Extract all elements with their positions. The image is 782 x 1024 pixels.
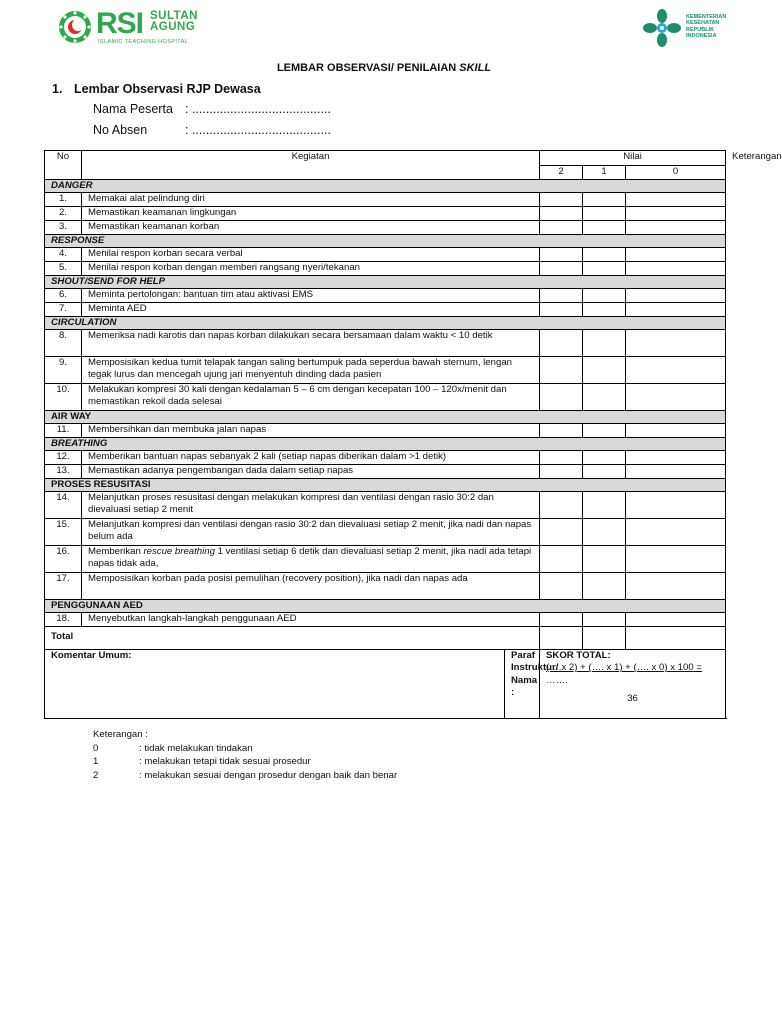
table-row (45, 288, 726, 302)
document-title (0, 62, 768, 74)
score-2-cell[interactable] (540, 288, 583, 302)
header-kegiatan: Kegiatan (82, 151, 540, 180)
score-2-cell[interactable] (540, 247, 583, 261)
skor-formula-text: (….x 2) + (…. x 1) + (…. x 0) x 100 (546, 662, 694, 673)
paraf-instruktur[interactable] (505, 649, 559, 718)
crescent-star-icon (58, 8, 92, 46)
score-1-cell[interactable] (583, 572, 626, 599)
section-header: PENGGUNAAN AED (45, 599, 726, 612)
row-number: 7. (45, 302, 82, 316)
score-0-cell[interactable] (626, 572, 726, 599)
score-1-cell[interactable] (583, 206, 626, 220)
score-2-cell[interactable] (540, 518, 583, 545)
row-number: 6. (45, 288, 82, 302)
row-activity (82, 545, 540, 572)
header-score-0: 0 (626, 166, 726, 180)
table-row (45, 220, 726, 234)
legend-desc: : tidak melakukan tindakan (139, 742, 253, 754)
score-1-cell[interactable] (583, 491, 626, 518)
logo-tagline: ISLAMIC TEACHING HOSPITAL (98, 39, 189, 45)
section-heading (52, 82, 261, 96)
score-0-cell[interactable] (626, 329, 726, 356)
skor-total (540, 649, 726, 718)
row-number: 18. (45, 612, 82, 626)
row-number: 9. (45, 356, 82, 383)
header-nilai: Nilai (540, 151, 726, 166)
logo-name-line1: SULTAN (150, 10, 198, 22)
section-header: AIR WAY (45, 410, 726, 423)
row-number: 15. (45, 518, 82, 545)
row-activity: Melanjutkan proses resusitasi dengan melakukan kompresi dan ventilasi dengan rasio 30:2 dan dievaluasi setiap 2 menit (82, 491, 540, 518)
table-row (45, 491, 726, 518)
score-0-cell[interactable] (626, 545, 726, 572)
row-activity: Memastikan keamanan lingkungan (82, 206, 540, 220)
row-activity: Menilai respon korban dengan memberi rangsang nyeri/tekanan (82, 261, 540, 275)
section-header: PROSES RESUSITASI (45, 478, 726, 491)
table-body (45, 179, 726, 626)
section-header: CIRCULATION (45, 316, 726, 329)
kemenkes-line: KEMENTERIAN (686, 14, 727, 20)
score-2-cell[interactable] (540, 261, 583, 275)
table-row (45, 356, 726, 383)
score-1-cell[interactable] (583, 329, 626, 356)
legend-item (93, 755, 397, 769)
header-score-1: 1 (583, 166, 626, 180)
total-cell[interactable] (626, 626, 726, 649)
row-activity: Membersihkan dan membuka jalan napas (82, 423, 540, 437)
table-row (45, 329, 726, 356)
skor-equals: = (693, 662, 702, 673)
header-score-2: 2 (540, 166, 583, 180)
score-0-cell[interactable] (626, 518, 726, 545)
row-number: 2. (45, 206, 82, 220)
kemenkes-emblem-icon (642, 8, 682, 48)
table-row (45, 450, 726, 464)
score-2-cell[interactable] (540, 491, 583, 518)
score-1-cell[interactable] (583, 383, 626, 410)
score-1-cell[interactable] (583, 302, 626, 316)
row-activity: Memeriksa nadi karotis dan napas korban dilakukan secara bersamaan dalam waktu < 10 detik (82, 329, 540, 356)
field-value[interactable]: : ........................................ (185, 102, 331, 116)
kemenkes-line: KESEHATAN (686, 20, 720, 27)
score-0-cell[interactable] (626, 288, 726, 302)
rsi-sultan-agung-logo (58, 8, 208, 48)
table-row (45, 612, 726, 626)
row-number: 4. (45, 247, 82, 261)
score-0-cell[interactable] (626, 302, 726, 316)
row-activity: Meminta AED (82, 302, 540, 316)
field-value[interactable]: : ........................................ (185, 123, 331, 137)
row-activity: Menilai respon korban secara verbal (82, 247, 540, 261)
title-main: LEMBAR OBSERVASI/ PENILAIAN (276, 62, 460, 74)
header-no: No (45, 151, 82, 180)
score-1-cell[interactable] (583, 450, 626, 464)
score-2-cell[interactable] (540, 206, 583, 220)
score-1-cell[interactable] (583, 612, 626, 626)
score-0-cell[interactable] (626, 423, 726, 437)
table-row (45, 247, 726, 261)
section-title: Lembar Observasi RJP Dewasa (74, 82, 261, 96)
section-header: RESPONSE (45, 234, 726, 247)
score-2-cell[interactable] (540, 423, 583, 437)
komentar-label: Komentar Umum: (51, 649, 132, 661)
table-row (45, 518, 726, 545)
score-1-cell[interactable] (583, 423, 626, 437)
section-header: BREATHING (45, 437, 726, 450)
row-number: 5. (45, 261, 82, 275)
score-1-cell[interactable] (583, 464, 626, 478)
row-number: 13. (45, 464, 82, 478)
score-2-cell[interactable] (540, 464, 583, 478)
score-0-cell[interactable] (626, 220, 726, 234)
section-header: DANGER (45, 179, 726, 192)
row-activity: Melanjutkan kompresi dan ventilasi dengan rasio 30:2 dan dievaluasi setiap 2 menit, jika nadi dan napas belum ada (82, 518, 540, 545)
score-0-cell[interactable] (626, 356, 726, 383)
score-1-cell[interactable] (583, 220, 626, 234)
score-0-cell[interactable] (626, 247, 726, 261)
observation-table: No Kegiatan Nilai Keterangan 2 1 0 DANGER 1. Memakai alat pelindung diri 2. Memastikan keamanan lingkungan 3. Memastikan keamanan korban RESPONSE 4. Menilai respon korban secara verbal 5. Menilai respon korban dengan memberi rangsang nyeri/tekanan SHOUT/SEND FOR HELP 6. Meminta pertolongan: bantuan tim atau aktivasi EMS 7. Meminta AED CIRCULATION 8. Memeriksa nadi karotis dan napas korban dilakukan secara bersamaan dalam waktu < 10 detik 9. Memposisikan kedua tumit telapak tangan saling bertumpuk pada seperdua bawah sternum, lengan tegak lurus dan mencegah ujung jari menyentuh dinding dada pasien 10. Melakukan kompresi 30 kali dengan kedalaman 5 – 6 cm dengan kecepatan 100 – 120x/menit dan memastikan rekoil dada selesai AIR WAY 11. Membersihkan dan membuka jalan napas BREATHING 12. Memberikan bantuan napas sebanyak 2 kali (setiap napas diberikan dalam >1 detik) 13. Memastikan adanya pengembangan dada dalam setiap napas PROSES RESUSITASI 14. Melanjutkan proses resusitasi dengan melakukan kompresi dan ventilasi dengan rasio 30:2 dan dievaluasi setiap 2 menit 15. Melanjutkan kompresi dan ventilasi dengan rasio 30:2 dan dievaluasi setiap 2 menit, jika nadi dan napas belum ada 16. Memberikan rescue breathing 1 ventilasi setiap 6 detik dan dievaluasi setiap 2 menit, jika nadi ada tetapi napas tidak ada, 17. Memposisikan korban pada posisi pemulihan (recovery position), jika nadi dan napas ada PENGGUNAAN AED 18. Menyebutkan langkah-langkah penggunaan AED Total Komentar Umum: Paraf Instruktur/ Nama : SKOR TOTAL: (….x 2) + (…. x 1) + (…. x 0) x 100 = ……. 36 (44, 150, 726, 719)
field-no-absen (93, 123, 331, 137)
field-label: No Absen (93, 123, 148, 137)
legend-item (93, 742, 397, 756)
score-1-cell[interactable] (583, 518, 626, 545)
score-0-cell[interactable] (626, 192, 726, 206)
row-number: 11. (45, 423, 82, 437)
row-activity: Menyebutkan langkah-langkah penggunaan AED (82, 612, 540, 626)
table-row (45, 464, 726, 478)
activity-text: Memberikan (88, 545, 144, 557)
row-activity: Memposisikan kedua tumit telapak tangan saling bertumpuk pada seperdua bawah sternum, lengan tegak lurus dan mencegah ujung jari menyentuh dinding dada pasien (82, 356, 540, 383)
title-italic: SKILL (459, 62, 492, 74)
row-activity: Melakukan kompresi 30 kali dengan kedalaman 5 – 6 cm dengan kecepatan 100 – 120x/menit dan memastikan rekoil dada selesai (82, 383, 540, 410)
score-2-cell[interactable] (540, 383, 583, 410)
row-activity: Memakai alat pelindung diri (82, 192, 540, 206)
legend-desc: : melakukan sesuai dengan prosedur dengan baik dan benar (139, 769, 398, 781)
legend (93, 728, 397, 782)
total-cell[interactable] (583, 626, 626, 649)
score-2-cell[interactable] (540, 192, 583, 206)
field-nama-peserta (93, 102, 331, 116)
row-activity: Memastikan keamanan korban (82, 220, 540, 234)
paraf-label: Paraf Instruktur/ Nama : (511, 649, 559, 698)
score-0-cell[interactable] (626, 612, 726, 626)
table-row (45, 206, 726, 220)
table-row (45, 302, 726, 316)
total-cell[interactable] (540, 626, 583, 649)
score-0-cell[interactable] (626, 450, 726, 464)
skor-dots: ……. (546, 674, 568, 686)
kemenkes-logo (642, 8, 742, 50)
row-number: 10. (45, 383, 82, 410)
row-number: 14. (45, 491, 82, 518)
activity-italic: rescue breathing (143, 545, 215, 557)
score-0-cell[interactable] (626, 383, 726, 410)
score-2-cell[interactable] (540, 612, 583, 626)
table-row (45, 383, 726, 410)
score-1-cell[interactable] (583, 545, 626, 572)
score-1-cell[interactable] (583, 356, 626, 383)
row-activity: Memposisikan korban pada posisi pemulihan (recovery position), jika nadi dan napas ada (82, 572, 540, 599)
kemenkes-text (686, 14, 726, 39)
table-row (45, 192, 726, 206)
logo-brand: RSI (96, 7, 144, 40)
score-0-cell[interactable] (626, 464, 726, 478)
section-number: 1. (52, 82, 63, 96)
score-2-cell[interactable] (540, 329, 583, 356)
row-number: 12. (45, 450, 82, 464)
row-number: 3. (45, 220, 82, 234)
score-1-cell[interactable] (583, 247, 626, 261)
legend-desc: : melakukan tetapi tidak sesuai prosedur (139, 756, 311, 767)
score-2-cell[interactable] (540, 356, 583, 383)
score-2-cell[interactable] (540, 572, 583, 599)
row-activity: Memastikan adanya pengembangan dada dalam setiap napas (82, 464, 540, 478)
kemenkes-line: REPUBLIK (686, 26, 715, 33)
legend-key: 0 (93, 742, 99, 754)
legend-key: 1 (93, 756, 99, 767)
skor-divisor: 36 (627, 693, 638, 704)
field-label: Nama Peserta (93, 102, 173, 116)
score-2-cell[interactable] (540, 302, 583, 316)
row-activity: Memberikan bantuan napas sebanyak 2 kali (setiap napas diberikan dalam >1 detik) (82, 450, 540, 464)
legend-item (93, 769, 397, 783)
score-2-cell[interactable] (540, 450, 583, 464)
score-0-cell[interactable] (626, 261, 726, 275)
kemenkes-line: INDONESIA (686, 32, 717, 39)
logo-name (150, 11, 198, 33)
total-label: Total (45, 626, 540, 649)
row-number: 8. (45, 329, 82, 356)
row-number: 1. (45, 192, 82, 206)
score-2-cell[interactable] (540, 220, 583, 234)
legend-title: Keterangan : (93, 729, 148, 740)
table-row (45, 423, 726, 437)
table-row (45, 572, 726, 599)
row-number: 16. (45, 545, 82, 572)
skor-formula (546, 662, 719, 675)
score-0-cell[interactable] (626, 491, 726, 518)
logo-name-line2: AGUNG (150, 21, 196, 33)
skor-label: SKOR TOTAL: (546, 649, 611, 661)
activity-text: 1 ventilasi setiap 6 detik dan dievaluasi setiap 2 menit, jika nadi ada tetapi napas tidak ada, (88, 545, 532, 569)
section-header: SHOUT/SEND FOR HELP (45, 275, 726, 288)
score-0-cell[interactable] (626, 206, 726, 220)
table-row (45, 545, 726, 572)
score-2-cell[interactable] (540, 545, 583, 572)
row-activity: Meminta pertolongan: bantuan tim atau aktivasi EMS (82, 288, 540, 302)
score-1-cell[interactable] (583, 261, 626, 275)
legend-key: 2 (93, 769, 99, 781)
score-1-cell[interactable] (583, 288, 626, 302)
score-1-cell[interactable] (583, 192, 626, 206)
komentar-umum[interactable] (45, 649, 505, 718)
table-row (45, 261, 726, 275)
row-number: 17. (45, 572, 82, 599)
